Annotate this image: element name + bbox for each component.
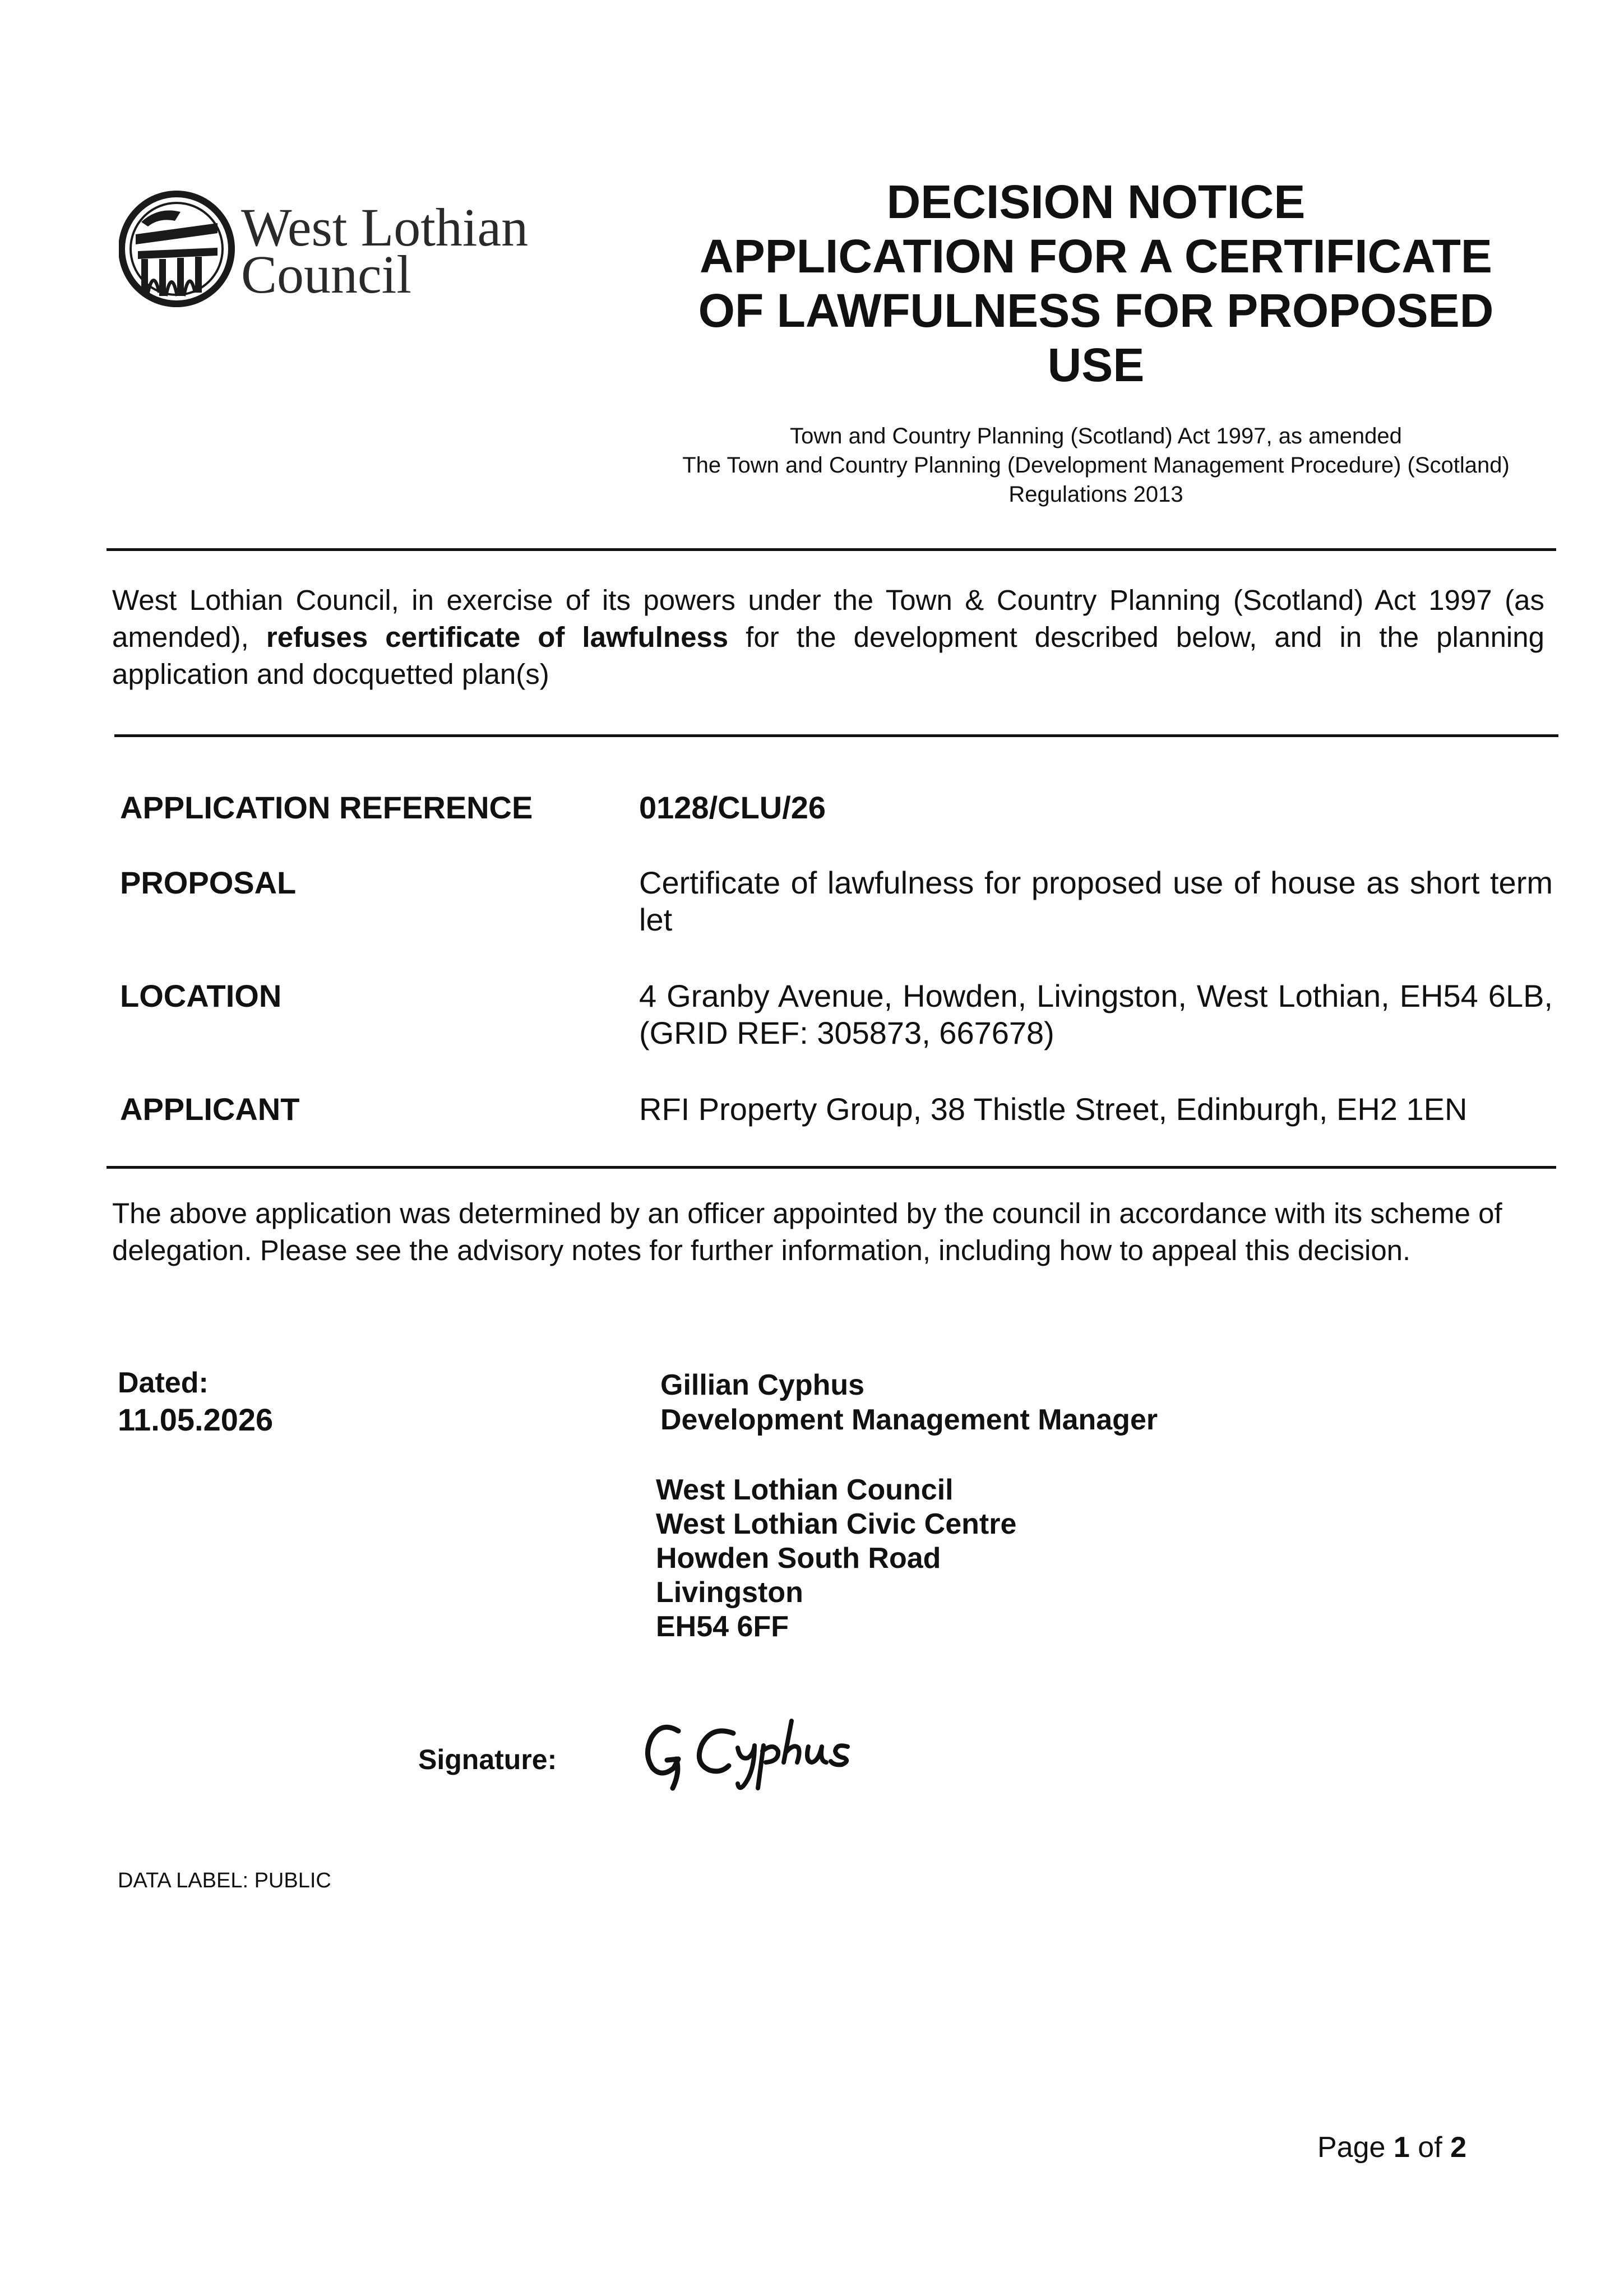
title-line: DECISION NOTICE (886, 175, 1306, 228)
officer-name: Gillian Cyphus (660, 1369, 865, 1401)
legislation-line: Regulations 2013 (1008, 482, 1183, 507)
logo-line2: Council (241, 244, 411, 304)
council-address (656, 1473, 1016, 1644)
address-line: West Lothian Civic Centre (656, 1508, 1017, 1540)
current-page: 1 (1393, 2131, 1410, 2164)
legislation-citation (633, 422, 1558, 509)
address-line: West Lothian Council (656, 1474, 954, 1506)
title-line: USE (1047, 339, 1145, 391)
decision-statement-text: West Lothian Council, in exercise of its powers under the Town & Country Planning (Scotland) Act 1997 (as amended), (112, 584, 1544, 653)
total-pages: 2 (1450, 2131, 1467, 2164)
proposal-label: PROPOSAL (120, 865, 297, 900)
data-classification-label: DATA LABEL: PUBLIC (118, 1869, 331, 1892)
officer-title: Development Management Manager (660, 1404, 1158, 1436)
document-title (633, 175, 1558, 392)
page-prefix: Page (1317, 2131, 1386, 2164)
handwritten-signature (639, 1710, 875, 1794)
divider (107, 548, 1556, 551)
applicant-label: APPLICANT (120, 1091, 300, 1127)
legislation-line: Town and Country Planning (Scotland) Act 1997, as amended (790, 424, 1402, 448)
signature-label: Signature: (418, 1744, 557, 1775)
decision-statement-text: for the development described below, and in the planning application and docquetted plan(s) (112, 621, 1544, 690)
page-indicator (1317, 2129, 1466, 2166)
proposal-value: Certificate of lawfulness for proposed use of house as short term let (639, 865, 1553, 937)
location-label: LOCATION (120, 978, 282, 1013)
reference-label: APPLICATION REFERENCE (120, 790, 533, 825)
title-block (633, 175, 1558, 509)
reference-value: 0128/CLU/26 (639, 790, 826, 825)
decision-date: 11.05.2026 (118, 1402, 274, 1437)
divider (114, 734, 1558, 737)
address-line: Livingston (656, 1576, 803, 1609)
decision-outcome: refuses certificate of lawfulness (266, 621, 729, 653)
page-of: of (1418, 2131, 1442, 2164)
dated-label: Dated: (118, 1367, 209, 1399)
viaduct-emblem-icon (122, 194, 232, 304)
divider (107, 1166, 1556, 1169)
address-line: EH54 6FF (656, 1610, 789, 1643)
address-line: Howden South Road (656, 1542, 941, 1575)
council-logo (119, 189, 562, 313)
officer-block (660, 1368, 1158, 1437)
location-value: 4 Granby Avenue, Howden, Livingston, West Lothian, EH54 6LB, (GRID REF: 305873, 667678) (639, 978, 1553, 1050)
applicant-value: RFI Property Group, 38 Thistle Street, Edinburgh, EH2 1EN (639, 1091, 1468, 1127)
decision-statement (112, 582, 1544, 693)
legislation-line: The Town and Country Planning (Development Management Procedure) (Scotland) (682, 453, 1510, 478)
title-line: APPLICATION FOR A CERTIFICATE (700, 230, 1492, 283)
delegation-note: The above application was determined by an officer appointed by the council in accordance with its scheme of delegation. Please see the advisory notes for further information, including how to appeal this decision. (112, 1197, 1502, 1266)
logo-line1: West Lothian (241, 197, 529, 257)
title-line: OF LAWFULNESS FOR PROPOSED (698, 284, 1494, 337)
